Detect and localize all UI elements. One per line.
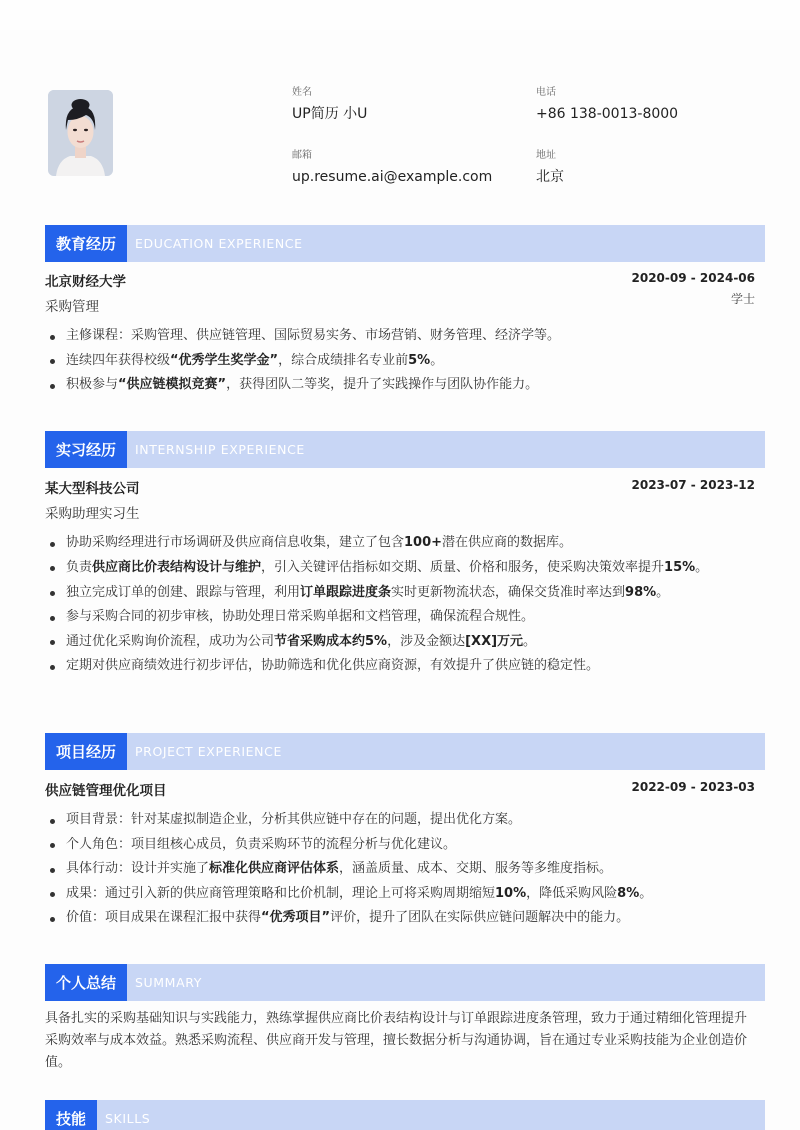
- address-value: 北京: [536, 169, 564, 185]
- section-title-cn: 实习经历: [45, 431, 127, 468]
- bullet-text: 协助采购经理进行市场调研及供应商信息收集，建立了包含: [66, 535, 405, 550]
- bullet-text: 价值：项目成果在课程汇报中获得: [66, 910, 262, 925]
- section-header-project: [45, 733, 765, 770]
- section-header-internship: [45, 431, 765, 468]
- bullet-emphasis: “供应链模拟竞赛”: [118, 377, 227, 392]
- portrait-icon: [48, 90, 113, 176]
- bullet-text: 成果：通过引入新的供应商管理策略和比价机制，理论上可将采购周期缩短: [66, 885, 496, 901]
- bullet-item: [45, 808, 755, 833]
- bullet-text: 项目背景：针对某虚拟制造企业，分析其供应链中存在的问题，提出优化方案。: [66, 812, 522, 827]
- section-title-en: SKILLS: [105, 1111, 151, 1126]
- bullet-emphasis: “优秀学生奖学金”: [170, 352, 279, 368]
- name-label: 姓名: [292, 87, 312, 98]
- bullet-item: [45, 630, 755, 655]
- section-header-skills: [45, 1100, 765, 1130]
- school-name: 北京财经大学: [45, 274, 126, 290]
- bullet-text: ，降低采购风险: [526, 885, 618, 901]
- bullet-text: 具体行动：设计并实施了: [66, 861, 210, 876]
- info-address: [536, 149, 564, 187]
- bullet-text: 负责: [66, 559, 93, 575]
- bullet-text: ，引入关键评估指标如交期、质量、价格和服务，使采购决策效率提升: [261, 559, 665, 575]
- info-name: [292, 86, 367, 124]
- bullet-text: 连续四年获得校级: [66, 352, 171, 368]
- bullet-text: 积极参与: [66, 377, 119, 392]
- project-bullets: [45, 808, 755, 931]
- major: 采购管理: [45, 299, 99, 315]
- bullet-text: 参与采购合同的初步审核，协助处理日常采购单据和文档管理，确保流程合规性。: [66, 609, 535, 624]
- bullet-text: 。: [656, 584, 670, 600]
- bullet-item: [45, 857, 755, 882]
- internship-bullets: [45, 531, 755, 679]
- bullet-emphasis: [XX]万元: [465, 633, 524, 649]
- bullet-item: [45, 605, 755, 630]
- section-title-en: SUMMARY: [135, 975, 202, 990]
- bullet-emphasis: “优秀项目”: [261, 910, 331, 925]
- bullet-text: 。: [523, 633, 537, 649]
- bullet-emphasis: 15%: [664, 559, 696, 575]
- bullet-item: [45, 833, 755, 858]
- section-title-cn: 教育经历: [45, 225, 127, 262]
- education-bullets: [45, 324, 755, 398]
- role: 采购助理实习生: [45, 506, 140, 522]
- bullet-emphasis: 8%: [617, 885, 640, 901]
- bullet-emphasis: 5%: [408, 352, 431, 368]
- bullet-item: [45, 906, 755, 931]
- bullet-text: 。: [639, 885, 653, 901]
- section-header-summary: [45, 964, 765, 1001]
- education-date: 2020-09 - 2024-06: [631, 271, 755, 285]
- bullet-text: ，获得团队二等奖，提升了实践操作与团队协作能力。: [226, 377, 539, 392]
- company-name: 某大型科技公司: [45, 481, 140, 497]
- bullet-emphasis: 98%: [625, 584, 657, 600]
- bullet-text: 独立完成订单的创建、跟踪与管理，利用: [66, 584, 301, 600]
- bullet-text: 个人角色：项目组核心成员，负责采购环节的流程分析与优化建议。: [66, 836, 457, 852]
- section-title-en: EDUCATION EXPERIENCE: [135, 236, 303, 251]
- profile-photo: [48, 90, 113, 176]
- phone-label: 电话: [536, 87, 556, 98]
- bullet-text: 通过优化采购询价流程，成功为公司: [66, 633, 275, 649]
- bullet-item: [45, 349, 755, 374]
- bullet-item: [45, 324, 755, 349]
- bullet-emphasis: 订单跟踪进度条: [300, 584, 392, 600]
- section-header-education: [45, 225, 765, 262]
- bullet-emphasis: 供应商比价表结构设计与维护: [92, 559, 262, 575]
- bullet-item: [45, 882, 755, 907]
- section-title-cn: 个人总结: [45, 964, 127, 1001]
- bullet-text: ，涉及金额达: [387, 633, 466, 649]
- address-label: 地址: [536, 150, 556, 161]
- bullet-emphasis: 100+: [404, 535, 443, 550]
- email-value: up.resume.ai@example.com: [292, 169, 493, 185]
- bullet-text: ，综合成绩排名专业前: [278, 352, 409, 368]
- bullet-text: 。: [695, 559, 709, 575]
- name-value: UP简历 小U: [292, 106, 368, 122]
- project-name: 供应链管理优化项目: [45, 783, 167, 799]
- phone-value: +86 138-0013-8000: [536, 106, 679, 122]
- bullet-text: ，涵盖质量、成本、交期、服务等多维度指标。: [339, 861, 613, 876]
- bullet-text: 评价，提升了团队在实际供应链问题解决中的能力。: [330, 910, 630, 925]
- bullet-item: [45, 556, 755, 581]
- section-title-en: PROJECT EXPERIENCE: [135, 744, 282, 759]
- info-email: [292, 149, 492, 187]
- bullet-text: 定期对供应商绩效进行初步评估，协助筛选和优化供应商资源，有效提升了供应链的稳定性。: [66, 658, 600, 673]
- summary-text: 具备扎实的采购基础知识与实践能力，熟练掌握供应商比价表结构设计与订单跟踪进度条管理，致力于通过精细化管理提升采购效率与成本效益。熟悉采购流程、供应商开发与管理，擅长数据分析与沟通协调，旨在通过专业采购技能为企业创造价值。: [45, 1011, 748, 1070]
- bullet-emphasis: 标准化供应商评估体系: [209, 861, 340, 876]
- info-phone: [536, 86, 678, 124]
- bullet-item: [45, 373, 755, 398]
- bullet-text: 。: [430, 352, 444, 368]
- project-date: 2022-09 - 2023-03: [631, 780, 755, 794]
- bullet-text: 主修课程：采购管理、供应链管理、国际贸易实务、市场营销、财务管理、经济学等。: [66, 328, 561, 343]
- internship-date: 2023-07 - 2023-12: [631, 478, 755, 492]
- bullet-text: 潜在供应商的数据库。: [442, 535, 573, 550]
- bullet-emphasis: 10%: [495, 885, 527, 901]
- bullet-item: [45, 531, 755, 556]
- section-title-en: INTERNSHIP EXPERIENCE: [135, 442, 305, 457]
- bullet-item: [45, 654, 755, 679]
- email-label: 邮箱: [292, 150, 312, 161]
- section-title-cn: 技能: [45, 1100, 97, 1130]
- bullet-text: 实时更新物流状态，确保交货准时率达到: [391, 584, 626, 600]
- degree: 学士: [730, 292, 755, 306]
- section-title-cn: 项目经历: [45, 733, 127, 770]
- bullet-emphasis: 节省采购成本约5%: [274, 633, 388, 649]
- bullet-item: [45, 581, 755, 606]
